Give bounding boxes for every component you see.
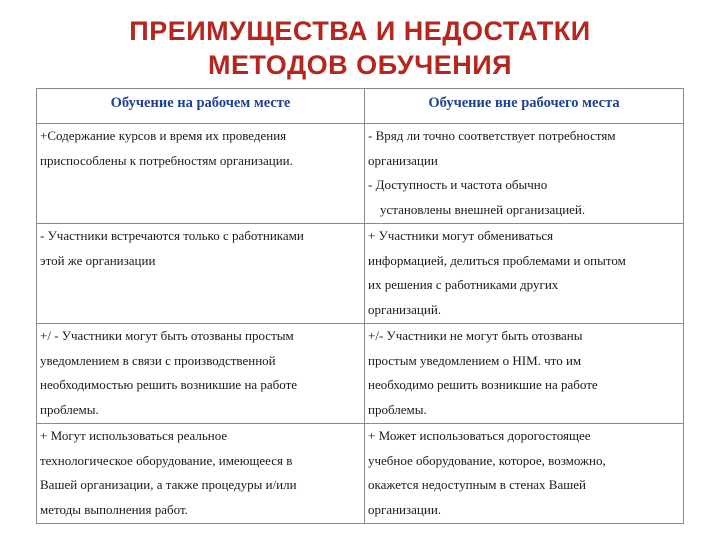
cell-off-the-job: [365, 424, 684, 524]
cell-text-line: уведомлением в связи с производственной: [40, 352, 276, 368]
cell-text-line: организации.: [368, 501, 442, 517]
cell-text-line: - Доступность и частота обычно: [368, 177, 548, 192]
cell-text-line: информацией, делиться проблемами и опытом: [368, 252, 626, 268]
cell-text-line: необходимостью решить возникшие на работе: [40, 377, 298, 392]
cell-text-line: проблемы.: [368, 401, 427, 417]
cell-on-the-job: [37, 224, 365, 324]
cell-text-line: + Может использоваться дорогостоящее: [368, 428, 591, 443]
cell-text-line: их решения с работниками других: [368, 277, 559, 292]
cell-text-line: + Могут использоваться реальное: [40, 428, 228, 443]
cell-text-line: приспособлены к потребностям организации.: [40, 152, 293, 168]
cell-text-line: окажется недоступным в стенах Вашей: [368, 477, 586, 492]
title-line-1: ПРЕИМУЩЕСТВА И НЕДОСТАТКИ: [129, 16, 591, 46]
cell-text-line: методы выполнения работ.: [40, 501, 188, 517]
cell-text-line: - Участники встречаются только с работниками: [40, 228, 304, 243]
cell-text-line: + Участники могут обмениваться: [368, 228, 554, 243]
cell-text-line: +/ - Участники могут быть отозваны простым: [40, 328, 294, 343]
table-row: [37, 124, 684, 224]
cell-text-line: технологическое оборудование, имеющееся в: [40, 452, 293, 468]
cell-text-line: +Содержание курсов и время их проведения: [40, 128, 287, 143]
table-row: [37, 224, 684, 324]
cell-text-line: - Вряд ли точно соответствует потребностям: [368, 128, 616, 143]
cell-text-line: установлены внешней организацией.: [380, 201, 586, 217]
header-on-the-job: Обучение на рабочем месте: [37, 89, 365, 124]
cell-on-the-job: [37, 324, 365, 424]
cell-off-the-job: [365, 124, 684, 224]
cell-text-line: этой же организации: [40, 252, 156, 268]
slide-title: [0, 14, 720, 82]
cell-text-line: простым уведомлением о НIМ. что им: [368, 352, 582, 368]
table-row: [37, 324, 684, 424]
cell-text-line: организаций.: [368, 301, 442, 317]
cell-on-the-job: [37, 124, 365, 224]
header-row: [37, 89, 684, 124]
cell-off-the-job: [365, 224, 684, 324]
cell-off-the-job: [365, 324, 684, 424]
table-row: [37, 424, 684, 524]
cell-text-line: необходимо решить возникшие на работе: [368, 377, 598, 392]
cell-text-line: учебное оборудование, которое, возможно,: [368, 452, 606, 468]
cell-on-the-job: [37, 424, 365, 524]
header-off-the-job: Обучение вне рабочего места: [365, 89, 684, 124]
cell-text-line: Вашей организации, а также процедуры и/или: [40, 477, 297, 492]
comparison-table: [36, 88, 684, 524]
cell-text-line: +/- Участники не могут быть отозваны: [368, 328, 583, 343]
cell-text-line: организации: [368, 152, 438, 168]
cell-text-line: проблемы.: [40, 401, 99, 417]
title-line-2: МЕТОДОВ ОБУЧЕНИЯ: [207, 50, 513, 80]
